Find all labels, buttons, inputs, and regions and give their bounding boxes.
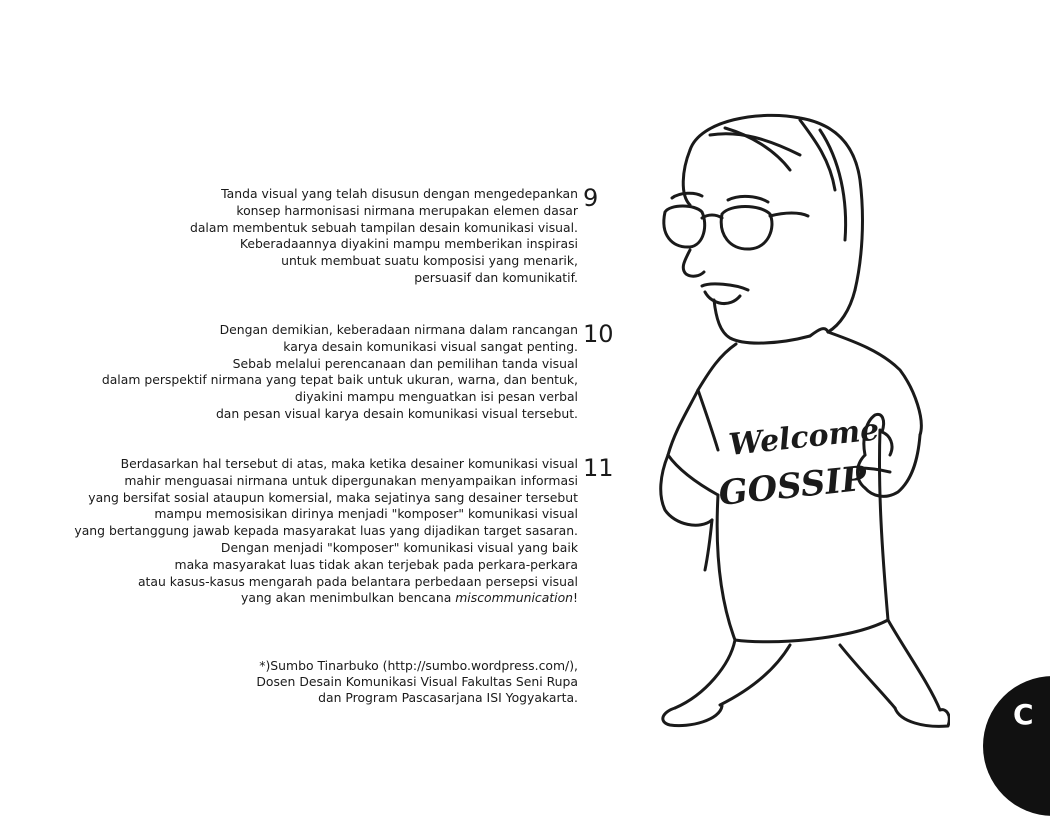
shirt-text-welcome: Welcome xyxy=(727,412,881,463)
paragraph-line: diyakini mampu menguatkan isi pesan verbal xyxy=(294,389,578,405)
legs xyxy=(675,620,940,710)
shoes xyxy=(663,706,949,726)
paragraph-line: maka masyarakat luas tidak akan terjebak pada perkara-perkara xyxy=(174,556,578,572)
paragraph-line: yang bersifat sosial ataupun komersial, maka sejatinya sang desainer tersebut xyxy=(88,489,578,505)
last-line-prefix: yang akan menimbulkan bencana xyxy=(241,590,456,606)
credit-line: Dosen Desain Komunikasi Visual Fakultas Seni Rupa xyxy=(256,674,578,690)
paragraph-line: persuasif dan komunikatif. xyxy=(414,269,578,285)
last-line-suffix: ! xyxy=(573,590,578,606)
section-badge xyxy=(983,676,1050,816)
credit-line: *)Sumbo Tinarbuko (http://sumbo.wordpress.com/), xyxy=(259,658,578,673)
author-credit xyxy=(256,658,578,707)
caricature-illustration xyxy=(650,100,950,740)
paragraph-11 xyxy=(74,456,578,607)
paragraph-line: atau kasus-kasus mengarah pada belantara perbedaan persepsi visual xyxy=(137,573,578,589)
paragraph-line: Tanda visual yang telah disusun dengan mengedepankan xyxy=(221,186,578,201)
emphasis-word: miscommunication xyxy=(455,590,574,606)
paragraph-line: mahir menguasai nirmana untuk dipergunakan menyampaikan informasi xyxy=(124,472,578,488)
paragraph-line: dan pesan visual karya desain komunikasi visual tersebut. xyxy=(215,405,578,421)
paragraph-9 xyxy=(190,186,578,287)
paragraph-10 xyxy=(102,322,578,423)
paragraph-line: Berdasarkan hal tersebut di atas, maka ketika desainer komunikasi visual xyxy=(120,456,578,471)
paragraph-line: mampu memosisikan dirinya menjadi "komposer" komunikasi visual xyxy=(154,506,578,522)
section-badge-letter: C xyxy=(1013,698,1034,731)
paragraph-line: Keberadaannya diyakini mampu memberikan inspirasi xyxy=(239,236,578,252)
glasses xyxy=(664,206,808,249)
paragraph-line: Sebab melalui perencanaan dan pemilihan tanda visual xyxy=(232,355,578,371)
paragraph-number-9: 9 xyxy=(583,184,599,212)
shirt-text-gossip: GOSSIP xyxy=(716,458,869,514)
credit-line: dan Program Pascasarjana ISI Yogyakarta. xyxy=(318,690,578,706)
paragraph-line: Dengan demikian, keberadaan nirmana dalam rancangan xyxy=(219,322,578,337)
paragraph-line: karya desain komunikasi visual sangat penting. xyxy=(283,338,578,354)
paragraph-line: Dengan menjadi "komposer" komunikasi visual yang baik xyxy=(220,539,578,555)
paragraph-line: yang bertanggung jawab kepada masyarakat luas yang dijadikan target sasaran. xyxy=(74,523,578,539)
paragraph-number-11: 11 xyxy=(583,454,614,482)
paragraph-line: konsep harmonisasi nirmana merupakan elemen dasar xyxy=(236,202,578,218)
paragraph-line: dalam perspektif nirmana yang tepat baik untuk ukuran, warna, dan bentuk, xyxy=(101,372,578,388)
paragraph-line: dalam membentuk sebuah tampilan desain komunikasi visual. xyxy=(189,219,578,235)
paragraph-last-line xyxy=(74,590,578,607)
paragraph-line: untuk membuat suatu komposisi yang menarik, xyxy=(281,253,578,269)
paragraph-number-10: 10 xyxy=(583,320,614,348)
